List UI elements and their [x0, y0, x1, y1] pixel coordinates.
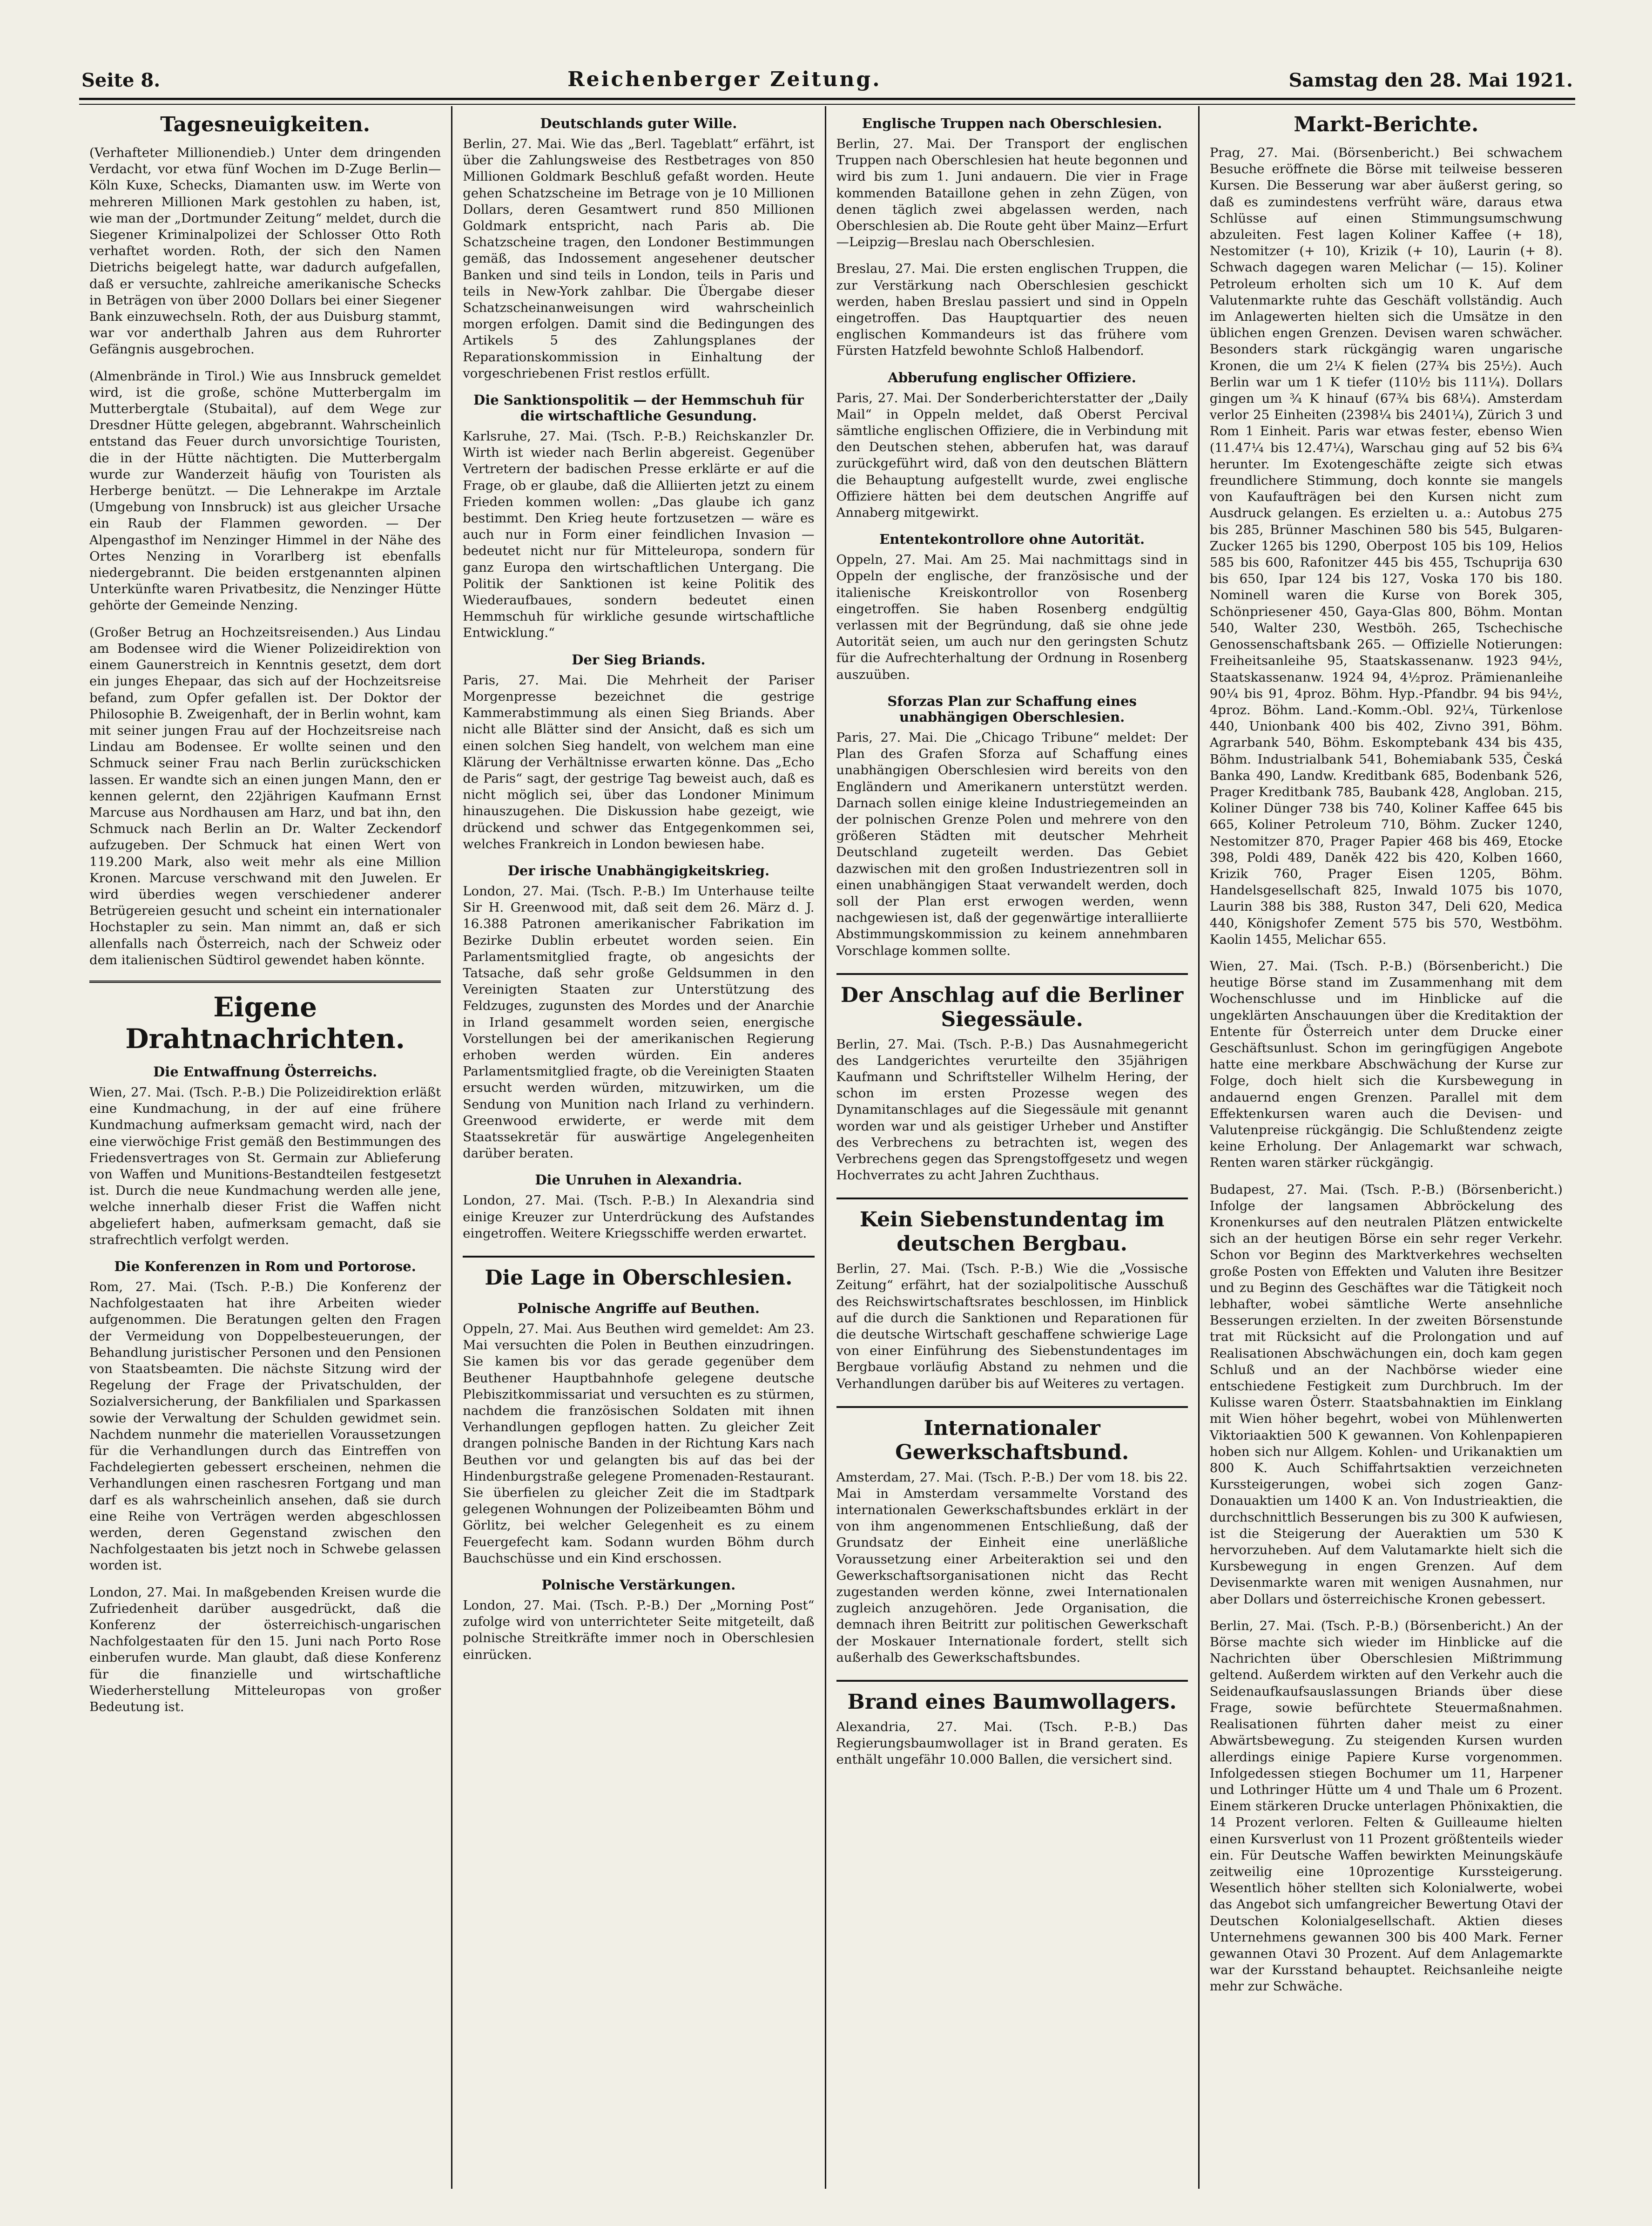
newspaper-title: Reichenberger Zeitung. — [567, 68, 882, 91]
article — [836, 1406, 1188, 1666]
article-body: Amsterdam, 27. Mai. (Tsch. P.-B.) Der vom 18. bis 22. Mai in Amsterdam versammelte Vorstand des internationalen Gewerkschaftsbundes erklärt in der von ihm angenommenen Entschließung, daß der Grundsatz der Einheit eine unerläßliche Voraussetzung einer Arbeiteraktion sei und den Gewerkschaftsorganisationen nicht das Recht zugestanden werden könne, zwei Internationalen zugleich anzugehören. Jede Organisation, die demnach ihren Beitritt zur politischen Gewerkschaft der Moskauer Internationale fordert, stellt sich außerhalb des Gewerkschaftsbundes. — [836, 1469, 1188, 1665]
article — [89, 1258, 441, 1574]
article-title: Der Anschlag auf die Berliner Siegessäule. — [836, 973, 1188, 1032]
column-1 — [79, 106, 452, 2189]
article — [836, 693, 1188, 959]
article-title: Der Sieg Briands. — [572, 651, 706, 668]
article — [463, 1300, 814, 1567]
article-body: London, 27. Mai. (Tsch. P.-B.) Der „Morning Post“ zufolge wird von unterrichteter Seite mitgeteilt, daß polnische Streitkräfte immer noch in Oberschlesien einrücken. — [463, 1597, 815, 1662]
article — [463, 392, 814, 642]
article-body: Paris, 27. Mai. Die „Chicago Tribune“ meldet: Der Plan des Grafen Sforza auf Schaffung eines unabhängigen Oberschlesien wird bereits von den Engländern und Amerikanern unterstützt werden. Darnach sollen einige kleine Industriegemeinden an der polnischen Grenze Polen und mehrere von den größeren Städten mit deutscher Mehrheit Deutschland zugeteilt werden. Das Gebiet dazwischen mit den großen Industriezentren soll in einen unabhängigen Staat verwandelt werden, doch soll der Plan erst erwogen werden, wenn nachgewiesen ist, daß der gegenwärtige interalliierte Abstimmungskommission zu keinem annehmbaren Vorschlage kommen sollte. — [836, 730, 1188, 958]
article-body: (Verhafteter Millionendieb.) Unter dem dringenden Verdacht, vor etwa fünf Wochen im D-Zuge Berlin—Köln Kuxe, Schecks, Diamanten usw. im Werte von mehreren Millionen Mark gestohlen zu haben, ist, wie man der „Dortmunder Zeitung“ meldet, durch die Siegener Kriminalpolizei der Schlosser Otto Roth verhaftet worden. Roth, der sich den Namen Dietrichs beigelegt hatte, war dadurch aufgefallen, daß er versuchte, zahlreiche amerikanische Schecks in Beträgen von über 2000 Dollars bei einer Siegener Bank einzuwechseln. Roth, der aus Duisburg stammt, war vor anderthalb Jahren aus dem Ruhrorter Gefängnis ausgebrochen. — [89, 145, 441, 357]
article-list-3 — [463, 115, 814, 1663]
article — [836, 531, 1188, 683]
article-body: Berlin, 27. Mai. Wie das „Berl. Tageblatt“ erfährt, ist über die Zahlungsweise des Restbetrages von 850 Millionen Goldmark Beschluß gefaßt worden. Heute gehen Schatzscheine im Betrage von je 10 Millionen Dollars, deren Gesamtwert rund 850 Millionen Goldmark entspricht, nach Paris ab. Die Schatzscheine tragen, den Londoner Bestimmungen gemäß, das Indossement angesehener deutscher Banken und sind teils in London, teils in Paris und teils in New-York zahlbar. Die Übergabe dieser Schatzscheinanweisungen wird wahrscheinlich morgen erfolgen. Damit sind die Bedingungen des Artikels 5 des Zahlungsplanes der Reparationskommission in Einhaltung der vorgeschriebenen Frist restlos erfüllt. — [463, 136, 815, 381]
article-body: Oppeln, 27. Mai. Am 25. Mai nachmittags sind in Oppeln der englische, der französische und der italienische Kreiskontrollor von Rosenberg eingetroffen. Sie haben Rosenberg endgültig verlassen mit der Begründung, daß sie ohne jede Autorität seien, um auch nur den geringsten Schutz für die Aufrechterhaltung der Ordnung in Rosenberg auszuüben. — [836, 552, 1188, 682]
article — [89, 368, 441, 614]
article-title: Ententekontrollore ohne Autorität. — [879, 531, 1145, 548]
article-title: Kein Siebenstundentag im deutschen Bergbau. — [836, 1198, 1188, 1256]
article — [89, 145, 441, 358]
article-body: Budapest, 27. Mai. (Tsch. P.-B.) (Börsenbericht.) Infolge der langsamen Abbröckelung des Kronenkurses auf den neutralen Plätzen entwickelte sich an der heutigen Börse ein sehr reger Verkehr. Schon vor Beginn des Marktverkehres wechselten große Posten von Effekten und Valuten ihre Besitzer und zu Beginn des Geschäftes war die Tätigkeit noch lebhafter, wobei sämtliche Werte ansehnliche Besserungen erzielten. In der zweiten Börsenstunde trat mit Rücksicht auf die Prolongation und auf Realisationen Abschwächungen ein, doch kam gegen Schluß und an der Nachbörse wieder eine entschiedene Festigkeit zum Durchbruch. Im der Kulisse waren Österr. Staatsbahnaktien im Einklang mit Wien höher begehrt, wobei von Mühlenwerten Viktoriaaktien 500 K gewannen. Von Kohlenpapieren hoben sich nur Allgem. Kohlen- und Urikanaktien um 800 K. Auch Schiffahrtsaktien verzeichneten Kurssteigerungen, wobei sich zogen Ganz-Donauaktien um 1400 K an. Von Industrieaktien, die durchschnittlich Besserungen bis zu 300 K aufwiesen, ist die Steigerung der Aueraktien um 530 K hervorzuheben. Auf dem Valutamarkte hielt sich die Kursbewegung in engen Grenzen. Auf dem Devisenmarkte waren mit wenigen Ausnahmen, nur aber Dollars und österreichische Kronen gebessert. — [1209, 1182, 1563, 1607]
section-title-tagesneuigkeiten: Tagesneuigkeiten. — [160, 113, 371, 136]
article-body: Wien, 27. Mai. (Tsch. P.-B.) Die Polizeidirektion erläßt eine Kundmachung, in der auf eine frühere Kundmachung aufmerksam gemacht wird, nach der eine vierwöchige Frist gemäß den Bestimmungen des Friedensvertrages von St. Germain zur Ablieferung von Waffen und Munitions-Bestandteilen festgesetzt ist. Durch die neue Kundmachung werden alle jene, welche innerhalb dieser Frist die Waffen nicht abgeliefert haben, aufmerksam gemacht, daß sie strafrechtlich verfolgt werden. — [89, 1084, 441, 1247]
article — [89, 1064, 441, 1248]
page-header — [81, 61, 1573, 91]
article — [836, 115, 1188, 250]
column-3 — [826, 106, 1200, 2189]
header-rule — [79, 98, 1575, 105]
article — [836, 973, 1188, 1184]
article-body: (Großer Betrug an Hochzeitsreisenden.) Aus Lindau am Bodensee wird die Wiener Polizeidirektion von einem Gaunerstreich in Kenntnis gesetzt, dem dort ein junges Ehepaar, das sich auf der Hochzeitsreise befand, zum Opfer gefallen ist. Der Doktor der Philosophie B. Zweigenhaft, der in Berlin wohnt, kam mit seiner jungen Frau auf der Hochzeitsreise nach Lindau am Bodensee. Er wollte seinen und den Schmuck seiner Frau nach Berlin zurückschicken lassen. Er wandte sich an einen jungen Mann, den er kennen gelernt, den 22jährigen Kaufmann Ernst Marcuse aus Nordhausen am Harz, und bat ihn, den Schmuck nach Berlin an Dr. Walter Zeckendorf aufzugeben. Der Schmuck hat einen Wert von 119.200 Mark, also weit mehr als eine Million Kronen. Marcuse verschwand mit den Juwelen. Er wird überdies wegen verschiedener anderer Betrügereien gesucht und scheint ein internationaler Hochstapler zu sein. Man nimmt an, daß er sich allenfalls nach Österreich, nach der Schweiz oder dem italienischen Südtirol gewendet haben könnte. — [89, 624, 441, 968]
column-4 — [1200, 106, 1573, 2189]
article-body: Berlin, 27. Mai. (Tsch. P.-B.) Das Ausnahmegericht des Landgerichtes verurteilte den 35jährigen Kaufmann und Schriftsteller Wilhelm Hering, der schon im ersten Prozesse wegen des Dynamitanschlages auf die Siegessäule mit genannt worden war und als geistiger Urheber und Anstifter des Verbrechens zu betrachten ist, wegen des Verbrechens gegen das Sprengstoffgesetz und wegen Hochverrates zu acht Jahren Zuchthaus. — [836, 1036, 1188, 1183]
section-title-marktberichte: Markt-Berichte. — [1294, 113, 1479, 136]
article-body: (Almenbrände in Tirol.) Wie aus Innsbruck gemeldet wird, ist die große, schöne Mutterbergalm im Mutterbergtale (Stubaital), auf dem Wege zur Dresdner Hütte gelegen, abgebrannt. Wahrscheinlich entstand das Feuer durch unvorsichtige Touristen, die in der Hütte nächtigten. Die Mutterbergalm wurde zur Wanderzeit häufig von Touristen als Herberge benützt. — Die Lehnerakpe im Arztale (Umgebung von Innsbruck) ist aus gleicher Ursache ein Raub der Flammen geworden. — Der Alpengasthof im Nenzinger Himmel in der Nähe des Ortes Nenzing in Vorarlberg ist ebenfalls niedergebrannt. Die beiden erstgenannten alpinen Unterkünfte waren Privatbesitz, die Nenzinger Hütte gehörte der Gemeinde Nenzing. — [89, 368, 441, 613]
article-title: Deutschlands guter Wille. — [540, 115, 737, 131]
article — [463, 1577, 814, 1663]
article-body: London, 27. Mai. In maßgebenden Kreisen wurde die Zufriedenheit darüber ausgedrückt, daß die Konferenz der österreichisch-ungarischen Nachfolgestaaten für den 15. Juni nach Porto Rose einberufen wurde. Man glaubt, daß diese Konferenz für die finanzielle und wirtschaftliche Wiederherstellung Mitteleuropas von großer Bedeutung ist. — [89, 1584, 441, 1715]
article — [836, 1680, 1188, 1768]
article-body: Breslau, 27. Mai. Die ersten englischen Truppen, die zur Verstärkung nach Oberschlesien geschickt werden, haben Breslau passiert und sind in Oppeln eingetroffen. Das Hauptquartier des neuen englischen Kommandeurs ist das frühere vom Fürsten Hatzfeld bewohnte Schloß Halbendorf. — [836, 261, 1188, 359]
article — [1210, 1618, 1563, 1995]
article-title: Der irische Unabhängigkeitskrieg. — [507, 862, 770, 879]
article-title: Polnische Angriffe auf Beuthen. — [517, 1300, 760, 1316]
article — [836, 370, 1188, 521]
article-body: Berlin, 27. Mai. (Tsch. P.-B.) Wie die „Vossische Zeitung“ erfährt, hat der sozialpolitische Ausschuß des Reichswirtschaftsrates beschlossen, im Hinblick auf die durch die Sanktionen und Reparationen für die deutsche Wirtschaft geschaffene schwierige Lage von einer Einführung des Siebenstundentages im Bergbaue vorläufig Abstand zu nehmen und die Verhandlungen darüber bis auf Weiteres zu vertagen. — [836, 1261, 1188, 1391]
article-body: Karlsruhe, 27. Mai. (Tsch. P.-B.) Reichskanzler Dr. Wirth ist wieder nach Berlin abgereist. Gegenüber Vertretern der badischen Presse erklärte er auf die Frage, ob er glaube, daß die Alliierten jetzt zu einem Frieden kommen wollen: „Das glaube ich ganz bestimmt. Den Krieg heute fortzusetzen — wäre es auch nur in Form einer feindlichen Invasion — bedeutet nicht nur für Mitteleuropa, sondern für ganz Europa den wirtschaftlichen Untergang. Die Politik der Sanktionen ist keine Politik des Wiederaufbaues, sondern bedeutet einen Hemmschuh für wirkliche gesunde wirtschaftliche Entwicklung.“ — [463, 429, 815, 641]
article — [1210, 958, 1563, 1171]
article — [463, 1172, 814, 1242]
columns — [79, 106, 1573, 2189]
page-number: Seite 8. — [81, 69, 161, 91]
article — [836, 261, 1188, 359]
article — [463, 1256, 814, 1290]
article-body: Oppeln, 27. Mai. Aus Beuthen wird gemeldet: Am 23. Mai versuchten die Polen in Beuthen einzudringen. Sie kamen bis vor das gerade gegenüber dem Beuthener Hauptbahnhofe gelegene deutsche Plebiszitkommissariat und versuchten es zu stürmen, nachdem die französischen Soldaten mit ihnen Verhandlungen gepflogen hatten. Zu gleicher Zeit drangen polnische Banden in der Richtung Kars nach Beuthen vor und gelangten bis auf das bei der Hindenburgstraße gelegene Promenaden-Restaurant. Sie überfielen zu gleicher Zeit die im Stadtpark gelegenen Wohnungen der Polizeibeamten Böhm und Görlitz, bei welcher Gelegenheit es zu einem Feuergefecht kam. Sodann wurden Böhm durch Bauchschüsse und ein Kind erschossen. — [463, 1321, 815, 1566]
article — [1210, 1182, 1563, 1608]
article-title: Brand eines Baumwollagers. — [836, 1680, 1188, 1714]
section-title-drahtnachrichten: Eigene Drahtnachrichten. — [89, 981, 441, 1055]
article — [836, 1198, 1188, 1392]
article — [89, 1584, 441, 1716]
article-list-4 — [836, 115, 1188, 1768]
article-list-5 — [1210, 145, 1563, 1995]
article-title: Die Konferenzen in Rom und Portorose. — [114, 1258, 416, 1274]
article-body: Berlin, 27. Mai. (Tsch. P.-B.) (Börsenbericht.) An der Börse machte sich wieder im Hinblicke auf die Nachrichten über Oberschlesien Mißtrimmung geltend. Außerdem wirkten auf den Verkehr auch die Seidenaufkaufsauslassungen Briands über diese Frage, sowie befürchtete Steuermaßnahmen. Realisationen führten daher meist zu einer Abwärtsbewegung. Zu steigenden Kursen wurden allerdings einige Papiere Kurse vorgenommen. Infolgedessen stiegen Bochumer um 11, Harpener und Lothringer Hütte um 4 und Thale um 6 Prozent. Einem stärkeren Drucke unterlagen Phönixaktien, die 14 Prozent verloren. Felten & Guilleaume hielten einen Kursverlust von 11 Prozent größtenteils wieder ein. Für Deutsche Waffen bewirkten Meinungskäufe zeitweilig eine 10prozentige Kurssteigerung. Wesentlich höher stellten sich Kolonialwerte, wobei das Angebot sich umfangreicher Bewertung Otavi der Deutschen Kolonialgesellschaft. Aktien dieses Unternehmens gewannen 300 bis 400 Mark. Ferner gewannen Otavi 30 Prozent. Auf dem Anlagemarkte war der Kursstand behauptet. Reichsanleihe neigte mehr zur Schwäche. — [1209, 1618, 1563, 1994]
article-list-1 — [89, 145, 441, 968]
article-body: Rom, 27. Mai. (Tsch. P.-B.) Die Konferenz der Nachfolgestaaten hat ihre Arbeiten wieder aufgenommen. Die Beratungen gelten den Fragen der Vermeidung von Doppelbesteuerungen, der Behandlung juristischer Personen und den Pensionen von Staatsbeamten. Die nächste Sitzung wird der Regelung der Frage der Privatschulden, der Sozialversicherung, der Bankfilialen und Sparkassen sowie der Verwaltung der Schulden gewidmet sein. Nachdem nunmehr die materiellen Voraussetzungen für die Verhandlungen durch das Eintreffen von Fachdelegierten gebessert erscheinen, nehmen die Verhandlungen einen raschesren Fortgang und man darf es als wahrscheinlich ansehen, daß sie durch eine Reihe von Verträgen werden abgeschlossen werden, deren Gegenstand zwischen den Nachfolgestaaten bis jetzt noch in Schwebe gelassen worden ist. — [89, 1279, 441, 1573]
column-2 — [452, 106, 826, 2189]
article-list-2 — [89, 1064, 441, 1715]
article — [89, 624, 441, 968]
article-title: Die Lage in Oberschlesien. — [463, 1256, 814, 1290]
article-body: Alexandria, 27. Mai. (Tsch. P.-B.) Das Regierungsbaumwollager ist in Brand geraten. Es enthält ungefähr 10.000 Ballen, die versichert sind. — [836, 1719, 1188, 1767]
article-body: London, 27. Mai. (Tsch. P.-B.) Im Unterhause teilte Sir H. Greenwood mit, daß seit dem 26. März d. J. 16.388 Patronen amerikanischer Fabrikation im Bezirke Dublin erbeutet worden seien. Ein Parlamentsmitglied fragte, ob angesichts der Tatsache, daß sehr große Geldsummen in den Vereinigten Staaten zur Unterstützung des Feldzuges, zugunsten des Mordes und der Anarchie in Irland gesammelt worden seien, energische Vorstellungen bei der amerikanischen Regierung erhoben werden würden. Ein anderes Parlamentsmitglied fragte, ob die Vereinigten Staaten ersucht werden würden, mitzuwirken, um die Sendung von Munition nach Irland zu verhindern. Greenwood erwiderte, er werde mit dem Staatssekretär für auswärtige Angelegenheiten darüber beraten. — [463, 883, 815, 1161]
article-title: Die Sanktionspolitik — der Hemmschuh für die wirtschaftliche Gesundung. — [473, 392, 804, 424]
article-body: Berlin, 27. Mai. Der Transport der englischen Truppen nach Oberschlesien hat heute begonnen und wird bis zum 1. Juni andauern. Die vier in Frage kommenden Bataillone gehen in zehn Zügen, von denen täglich zwei abgelassen werden, nach Oberschlesien ab. Die Route geht über Mainz—Erfurt—Leipzig—Breslau nach Oberschlesien. — [836, 136, 1188, 250]
article — [463, 652, 814, 853]
article — [463, 115, 814, 382]
article — [1210, 145, 1563, 948]
article-title: Die Entwaffnung Österreichs. — [153, 1063, 378, 1080]
article-title: Die Unruhen in Alexandria. — [535, 1172, 742, 1188]
article-body: Prag, 27. Mai. (Börsenbericht.) Bei schwachem Besuche eröffnete die Börse mit teilweise besseren Kursen. Die Besserung war aber äußerst gering, so daß es zumindestens verfrüht wäre, daraus etwa Schlüsse auf einen Stimmungsumschwung abzuleiten. Fest lagen Koliner Kaffee (+ 18), Nestomitzer (+ 10), Krizik (+ 10), Laurin (+ 8). Schwach dagegen waren Melichar (— 15). Koliner Petroleum erholten sich um 10 K. Auf dem Valutenmarkte ruhte das Geschäft vollständig. Auch im Anlagewerten hielten sich die Umsätze in den üblichen engen Grenzen. Devisen waren schwächer. Besonders stark rückgängig waren ungarische Kronen, die um 2¼ K fielen (27¾ bis 25½). Auch Berlin war um 1 K tiefer (110½ bis 111¼). Dollars gingen um ¾ K hinauf (67¾ bis 68¼). Amsterdam verlor 25 Einheiten (2398¼ bis 2401¼), Zürich 3 und Rom 1 Einheit. Paris war etwas fester, ebenso Wien (11.47¼ bis 12.47¼), Warschau ging auf 52 bis 6¾ herunter. Im Exotengeschäfte zeigte sich etwas freundlichere Stimmung, doch konnte sie mangels von Kaufaufträgen bei den Kursen nicht zum Ausdruck gelangen. Es erzielten u. a.: Autobus 275 bis 285, Brünner Maschinen 580 bis 545, Bulgaren-Zucker 1265 bis 1290, Oberpost 105 bis 109, Helios 585 bis 600, Rafonitzer 445 bis 455, Tschuprija 630 bis 650, Ipar 124 bis 127, Voska 170 bis 180. Nominell waren die Kurse von Borek 305, Schönpriesener 450, Gaya-Glas 800, Böhm. Montan 540, Walter 230, Westböh. 265, Tschechische Genossenschaftsbank 265. — Offizielle Notierungen: Freiheitsanleihe 95, Staatskassenanw. 1923 94½, Staatskassenanw. 1924 94, 4½proz. Prämienanleihe 90¼ bis 91, 4proz. Böhm. Hyp.-Pfandbr. 94 bis 94½, 4proz. Böhm. Land.-Komm.-Obl. 92¼, Türkenlose 440, Unionbank 400 bis 402, Zivno 391, Böhm. Agrarbank 540, Böhm. Eskomptebank 434 bis 435, Böhm. Industrialbank 541, Bohemiabank 535, Česká Banka 490, Landw. Kreditbank 685, Bodenbank 526, Prager Kreditbank 785, Baubank 428, Angloban. 215, Koliner Dünger 738 bis 740, Koliner Kaffee 645 bis 665, Koliner Petroleum 710, Böhm. Zucker 1240, Nestomitzer 870, Prager Papier 468 bis 469, Etocke 398, Poldi 489, Daněk 422 bis 420, Kolben 1660, Krizik 760, Prager Eisen 1205, Böhm. Handelsgesellschaft 825, Inwald 1075 bis 1070, Laurin 388 bis 388, Ruston 347, Deli 620, Medica 440, Königshofer Zement 575 bis 570, Westböhm. Kaolin 1455, Melichar 655. — [1209, 145, 1563, 947]
article-body: Wien, 27. Mai. (Tsch. P.-B.) (Börsenbericht.) Die heutige Börse stand im Zusammenhang mit dem Wochenschlusse und im Hinblicke auf die ungeklärten Anschauungen über die Kreditaktion der Entente für Österreich unter dem Drucke einer Geschäftsunlust. Schon im geringfügigen Angebote hatte eine merkbare Abschwächung der Kurse zur Folge, doch hielt sich die Kursbewegung in andauernd engen Grenzen. Parallel mit dem Effektenkursen waren auch die Devisen- und Valutenpreise rückgängig. Die Schlußtendenz zeigte keine Erholung. Der Anlagemarkt war schwach, Renten waren stärker rückgängig. — [1209, 958, 1563, 1171]
article-title: Abberufung englischer Offiziere. — [888, 369, 1136, 386]
article-title: Englische Truppen nach Oberschlesien. — [862, 115, 1162, 131]
article-title: Polnische Verstärkungen. — [541, 1576, 736, 1593]
article-body: London, 27. Mai. (Tsch. P.-B.) In Alexandria sind einige Kreuzer zur Unterdrückung des Aufstandes eingetroffen. Weitere Kriegsschiffe werden erwartet. — [463, 1193, 815, 1241]
article-title: Sforzas Plan zur Schaffung eines unabhängigen Oberschlesien. — [887, 693, 1137, 725]
issue-date: Samstag den 28. Mai 1921. — [1288, 69, 1573, 91]
article — [463, 863, 814, 1162]
article-body: Paris, 27. Mai. Die Mehrheit der Pariser Morgenpresse bezeichnet die gestrige Kammerabstimmung als einen Sieg Briands. Aber nicht alle Blätter sind der Ansicht, daß es sich um einen solchen Sieg handelt, von welchem man eine Klärung der Verhältnisse erwarten könne. Das „Echo de Paris“ sagt, der gestrige Tag beweist auch, daß es nicht möglich sei, über das Londoner Minimum hinauszugehen. Die Diskussion habe gezeigt, wie drückend und schwer das Entgegenkommen sei, welches Frankreich in London bewiesen habe. — [463, 672, 815, 852]
article-body: Paris, 27. Mai. Der Sonderberichterstatter der „Daily Mail“ in Oppeln meldet, daß Oberst Percival sämtliche englischen Offiziere, die in Verbindung mit den Deutschen stehen, abberufen hat, was darauf zurückgeführt wird, daß von den deutschen Blättern die Behauptung aufgestellt wurde, zwei englische Offiziere hätten bei dem deutschen Angriffe auf Annaberg mitgewirkt. — [836, 390, 1188, 521]
article-title: Internationaler Gewerkschaftsbund. — [836, 1406, 1188, 1465]
